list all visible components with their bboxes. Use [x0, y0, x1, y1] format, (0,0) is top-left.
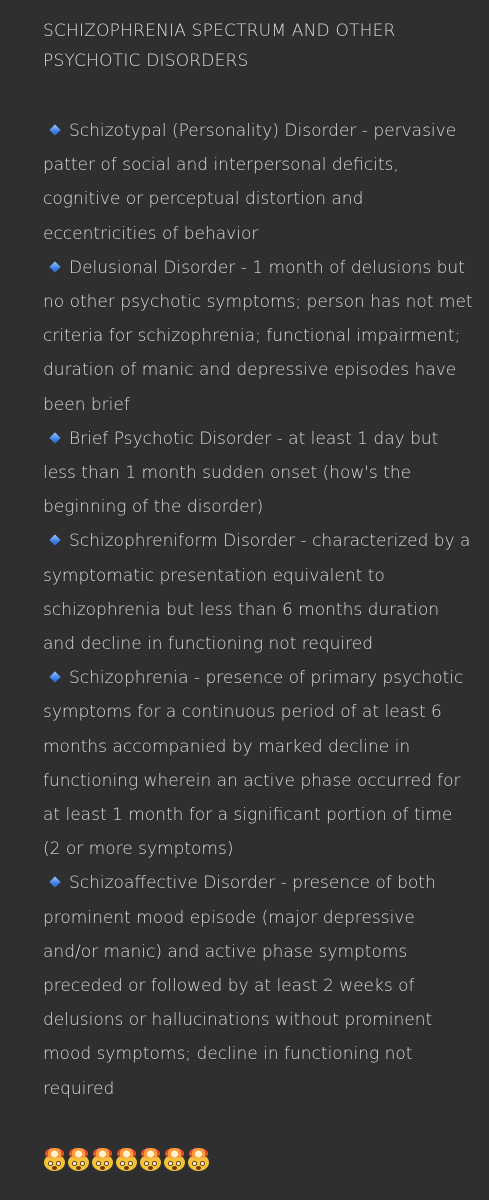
exploding-head-icon	[115, 1148, 138, 1171]
small-blue-diamond-icon	[49, 432, 60, 443]
exploding-head-icon	[91, 1148, 114, 1171]
small-blue-diamond-icon	[49, 877, 60, 888]
list-item	[43, 422, 473, 525]
exploding-head-icon	[187, 1148, 210, 1171]
small-blue-diamond-icon	[49, 124, 60, 135]
small-blue-diamond-icon	[49, 672, 60, 683]
small-blue-diamond-icon	[49, 535, 60, 546]
list-item	[43, 524, 473, 661]
entry-text: Brief Psychotic Disorder - at least 1 day but less than 1 month sudden onset (how's the beginning of the disorder)	[43, 428, 439, 518]
exploding-head-icon	[43, 1148, 66, 1171]
exploding-head-icon	[163, 1148, 186, 1171]
entry-text: Schizophreniform Disorder - characterized by a symptomatic presentation equivalent to schizophrenia but less than 6 months duration and decline in functioning not required	[43, 531, 471, 655]
note-title: SCHIZOPHRENIA SPECTRUM AND OTHER PSYCHOTIC DISORDERS	[43, 21, 396, 71]
list-item	[43, 866, 473, 1105]
entry-text: Delusional Disorder - 1 month of delusions but no other psychotic symptoms; person has not met criteria for schizophrenia; functional impairment; duration of manic and depressive episodes have been brief	[43, 257, 473, 415]
disorder-list	[43, 114, 473, 1106]
entry-text: Schizophrenia - presence of primary psychotic symptoms for a continuous period of at least 6 months accompanied by marked decline in functioning wherein an active phase occurred for at least 1 month for a significant portion of time (2 or more symptoms)	[43, 668, 464, 860]
entry-text: Schizotypal (Personality) Disorder - pervasive patter of social and interpersonal deficits, cognitive or perceptual distortion and eccentricities of behavior	[43, 121, 457, 244]
exploding-head-icon	[139, 1148, 162, 1171]
list-item	[43, 251, 473, 422]
list-item	[43, 661, 473, 866]
emoji-row	[43, 1148, 473, 1171]
entry-text: Schizoaffective Disorder - presence of both prominent mood episode (major depressive and/or manic) and active phase symptoms preceded or followed by at least 2 weeks of delusions or hallucinations without prominent mood symptoms; decline in functioning not required	[43, 873, 436, 1099]
small-blue-diamond-icon	[49, 261, 60, 272]
list-item	[43, 114, 473, 251]
exploding-head-icon	[67, 1148, 90, 1171]
